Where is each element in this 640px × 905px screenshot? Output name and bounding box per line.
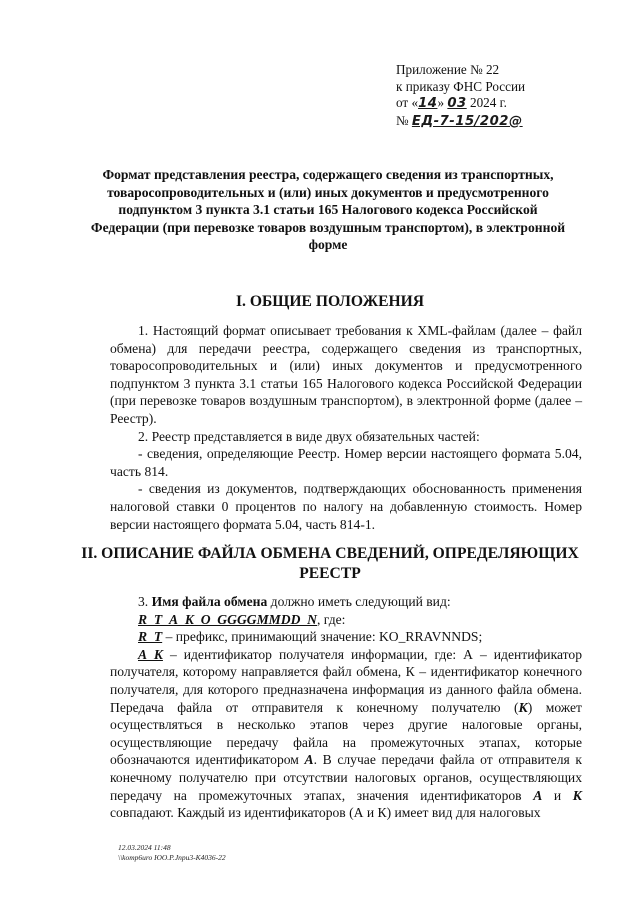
paragraph-3-rest: должно иметь следующий вид:	[267, 594, 451, 609]
paragraph-2-item-2: - сведения из документов, подтверждающих обоснованность применения налоговой ставки 0 процентов по налогу на добавленную стоимость. Номер версии настоящего формата 5.04, часть 814-1.	[110, 481, 582, 532]
paragraph-2-item-1: - сведения, определяющие Реестр. Номер версии настоящего формата 5.04, часть 814.	[110, 446, 582, 479]
date-month-handwritten: 03	[447, 96, 467, 111]
footer-timestamp: 12.03.2024 11:48	[118, 843, 171, 852]
paragraph-1: 1. Настоящий формат описывает требования к XML-файлам (далее – файл обмена) для передачи реестра, содержащего сведения из транспортных, товаросопроводительных и (или) иных документов и предусмотренного подпунктом 3 пункта 3.1 статьи 165 Налогового кодекса Российской Федерации (при перевозке товаров воздушным транспортом), в электронной форме (далее – Реестр).	[110, 323, 582, 426]
file-name-pattern-line	[110, 611, 582, 629]
section-2-heading: II. ОПИСАНИЕ ФАЙЛА ОБМЕНА СВЕДЕНИЙ, ОПРЕДЕЛЯЮЩИХ РЕЕСТР	[81, 545, 579, 582]
file-name-term: Имя файла обмена	[151, 594, 268, 609]
appendix-line-2: к приказу ФНС России	[396, 78, 526, 94]
section-1-body	[110, 322, 582, 533]
file-name-pattern: R_T_A_K_O_GGGGMMDD_N	[138, 611, 317, 627]
document-title: Формат представления реестра, содержащего сведения из транспортных, товаросопроводительных и (или) иных документов и предусмотренного подпунктом 3 пункта 3.1 статьи 165 Налогового кодекса Российской Федерации (при перевозке товаров воздушным транспортом), в электронной форме	[90, 167, 566, 253]
prefix-code: R_T	[138, 629, 163, 645]
file-name-pattern-rest: , где:	[317, 611, 346, 627]
appendix-date-line	[396, 95, 616, 113]
recipient-text-c: . В случае передачи файла от отправителя к конечному получателю при отсутствии налоговых органов, осуществляющих передачу на промежуточных этапах, значения идентификаторов	[110, 752, 582, 803]
k-identifier-1: К	[518, 699, 528, 715]
section-2-body	[110, 593, 582, 822]
a-identifier-1: А	[304, 752, 314, 768]
appendix-block	[396, 62, 616, 130]
paragraph-2: 2. Реестр представляется в виде двух обязательных частей:	[138, 428, 480, 444]
footer-file-path: \\komp6uro ЮО.Р.Jnpu3-K4036-22	[118, 853, 226, 862]
recipient-text-d: совпадают. Каждый из идентификаторов (А и К) имеет вид для налоговых	[110, 805, 541, 821]
section-1-heading: I. ОБЩИЕ ПОЛОЖЕНИЯ	[235, 293, 425, 310]
number-prefix: №	[396, 112, 412, 128]
recipient-text-and: и	[542, 787, 573, 803]
date-prefix: от «	[396, 95, 419, 110]
date-mid: »	[437, 95, 448, 110]
prefix-definition	[110, 628, 582, 646]
date-year: 2024 г.	[466, 95, 507, 110]
order-number-handwritten: ЕД-7-15/202@	[411, 113, 523, 129]
recipient-text-b: ) может осуществляться в несколько этапов через другие налоговые органы, осуществляющие передачу файла на промежуточных этапах, которые обозначаются идентификатором	[110, 699, 582, 768]
recipient-code: A_K	[138, 646, 163, 662]
recipient-text-a: – идентификатор получателя информации, где: А – идентификатор получателя, которому направляется файл обмена, К – идентификатор конечного получателя, для которого предназначена информация из данного файла обмена. Передача файла от отправителя к конечному получателю (	[110, 646, 582, 715]
paragraph-3-prefix: 3.	[138, 594, 152, 609]
document-footer	[118, 843, 226, 863]
appendix-number-line	[396, 113, 616, 131]
paragraph-3	[110, 593, 582, 611]
prefix-description: – префикс, принимающий значение: KO_RRAVNNDS;	[162, 629, 483, 645]
recipient-definition	[110, 646, 582, 822]
k-identifier-2: К	[572, 787, 582, 803]
appendix-line-1: Приложение № 22	[396, 62, 500, 77]
a-identifier-2: А	[533, 787, 543, 803]
date-day-handwritten: 14	[418, 96, 438, 111]
